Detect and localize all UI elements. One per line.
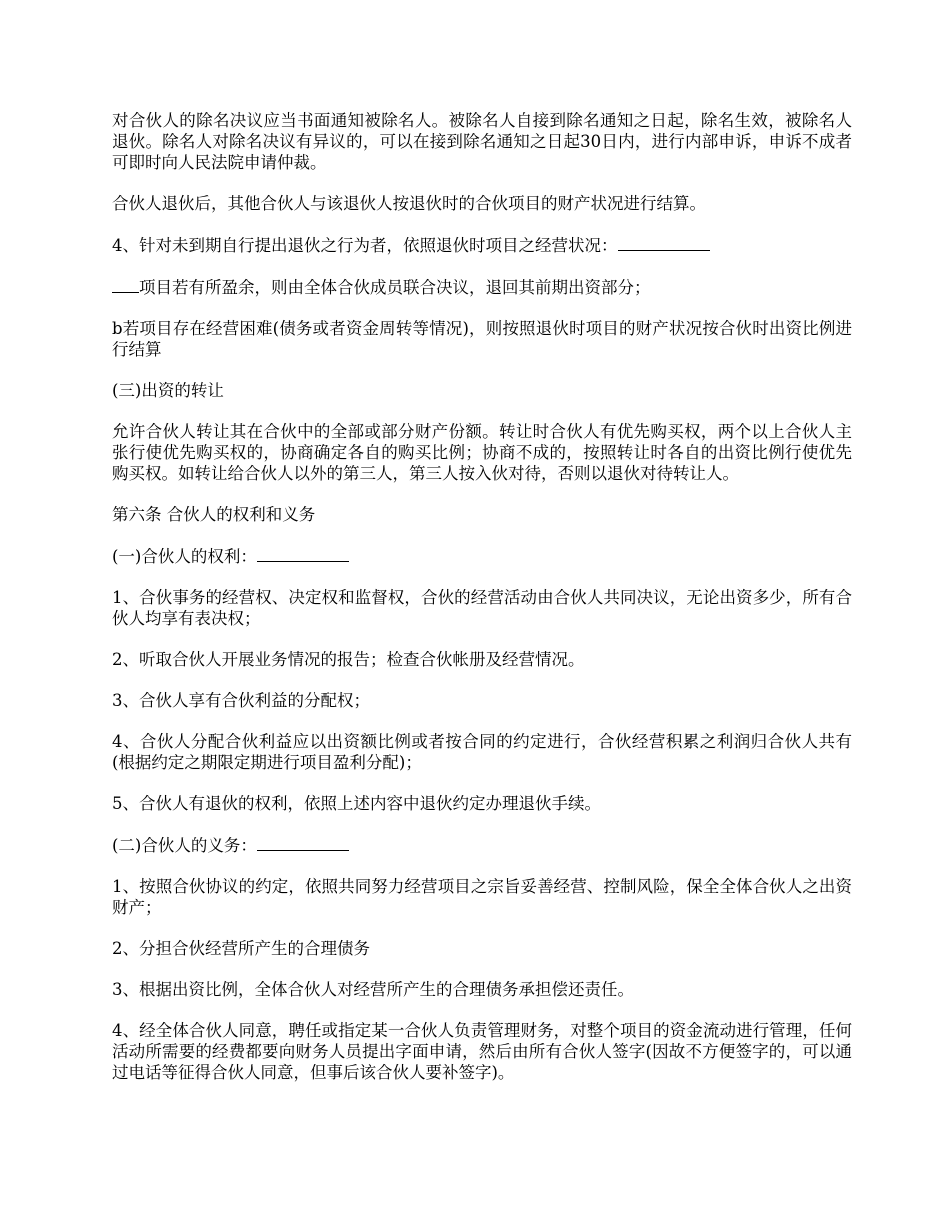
paragraph-text: 合伙人退伙后，其他合伙人与该退伙人按退伙时的合伙项目的财产状况进行结算。 (112, 194, 706, 213)
paragraph-duty-2 (112, 938, 852, 959)
section-heading-transfer (112, 380, 852, 401)
paragraph-text: 4、针对未到期自行提出退伙之行为者，依照退伙时项目之经营状况： (112, 236, 618, 255)
heading-text: (一)合伙人的权利： (112, 547, 257, 566)
paragraph-transfer-rules (112, 421, 852, 484)
paragraph-duty-4 (112, 1020, 852, 1083)
paragraph-text: 对合伙人的除名决议应当书面通知被除名人。被除名人自接到除名通知之日起，除名生效，被除名人退伙。除名人对除名决议有异议的，可以在接到除名通知之日起30日内，进行内部申诉，申诉不成者可即时向人民法院申请仲裁。 (112, 111, 852, 172)
paragraph-duty-1 (112, 876, 852, 918)
document-body (112, 110, 852, 1103)
paragraph-text: 5、合伙人有退伙的权利，依照上述内容中退伙约定办理退伙手续。 (112, 794, 601, 813)
paragraph-right-4 (112, 731, 852, 773)
paragraph-settlement (112, 193, 852, 214)
paragraph-text: 项目若有所盈余，则由全体合伙成员联合决议，退回其前期出资部分； (139, 278, 651, 297)
section-heading-duties (112, 834, 852, 856)
heading-text: (二)合伙人的义务： (112, 836, 257, 855)
paragraph-right-2 (112, 649, 852, 670)
paragraph-early-withdrawal (112, 234, 852, 256)
paragraph-right-5 (112, 793, 852, 814)
paragraph-expulsion-notice (112, 110, 852, 173)
fill-in-blank[interactable] (257, 834, 349, 851)
paragraph-surplus (112, 276, 852, 298)
paragraph-text: b若项目存在经营困难(债务或者资金周转等情况)，则按照退伙时项目的财产状况按合伙时出资比例进行结算 (112, 319, 852, 359)
paragraph-text: 4、经全体合伙人同意，聘任或指定某一合伙人负责管理财务，对整个项目的资金流动进行管理，任何活动所需要的经费都要向财务人员提出字面申请，然后由所有合伙人签字(因故不方便签字的，可以通过电话等征得合伙人同意，但事后该合伙人要补签字)。 (112, 1021, 852, 1082)
paragraph-right-3 (112, 690, 852, 711)
section-heading-rights (112, 545, 852, 567)
heading-text: 第六条 合伙人的权利和义务 (112, 505, 316, 524)
fill-in-blank[interactable] (257, 545, 349, 562)
paragraph-text: 2、听取合伙人开展业务情况的报告；检查合伙帐册及经营情况。 (112, 650, 585, 669)
paragraph-text: 2、分担合伙经营所产生的合理债务 (112, 939, 370, 958)
paragraph-duty-3 (112, 979, 852, 1000)
paragraph-text: 1、按照合伙协议的约定，依照共同努力经营项目之宗旨妥善经营、控制风险，保全全体合伙人之出资财产； (112, 877, 852, 917)
paragraph-text: 允许合伙人转让其在合伙中的全部或部分财产份额。转让时合伙人有优先购买权，两个以上合伙人主张行使优先购买权的，协商确定各自的购买比例；协商不成的，按照转让时各自的出资比例行使优先购买权。如转让给合伙人以外的第三人，第三人按入伙对待，否则以退伙对待转让人。 (112, 422, 852, 483)
fill-in-blank[interactable] (112, 276, 139, 293)
paragraph-text: 3、合伙人享有合伙利益的分配权； (112, 691, 370, 710)
article-heading-rights-duties (112, 504, 852, 525)
fill-in-blank[interactable] (618, 234, 710, 251)
paragraph-text: 4、合伙人分配合伙利益应以出资额比例或者按合同的约定进行，合伙经营积累之利润归合伙人共有(根据约定之期限定期进行项目盈利分配)； (112, 732, 852, 772)
paragraph-text: 1、合伙事务的经营权、决定权和监督权，合伙的经营活动由合伙人共同决议，无论出资多少，所有合伙人均享有表决权； (112, 588, 852, 628)
paragraph-text: 3、根据出资比例，全体合伙人对经营所产生的合理债务承担偿还责任。 (112, 980, 634, 999)
paragraph-difficulty (112, 318, 852, 360)
paragraph-right-1 (112, 587, 852, 629)
heading-text: (三)出资的转让 (112, 381, 224, 400)
